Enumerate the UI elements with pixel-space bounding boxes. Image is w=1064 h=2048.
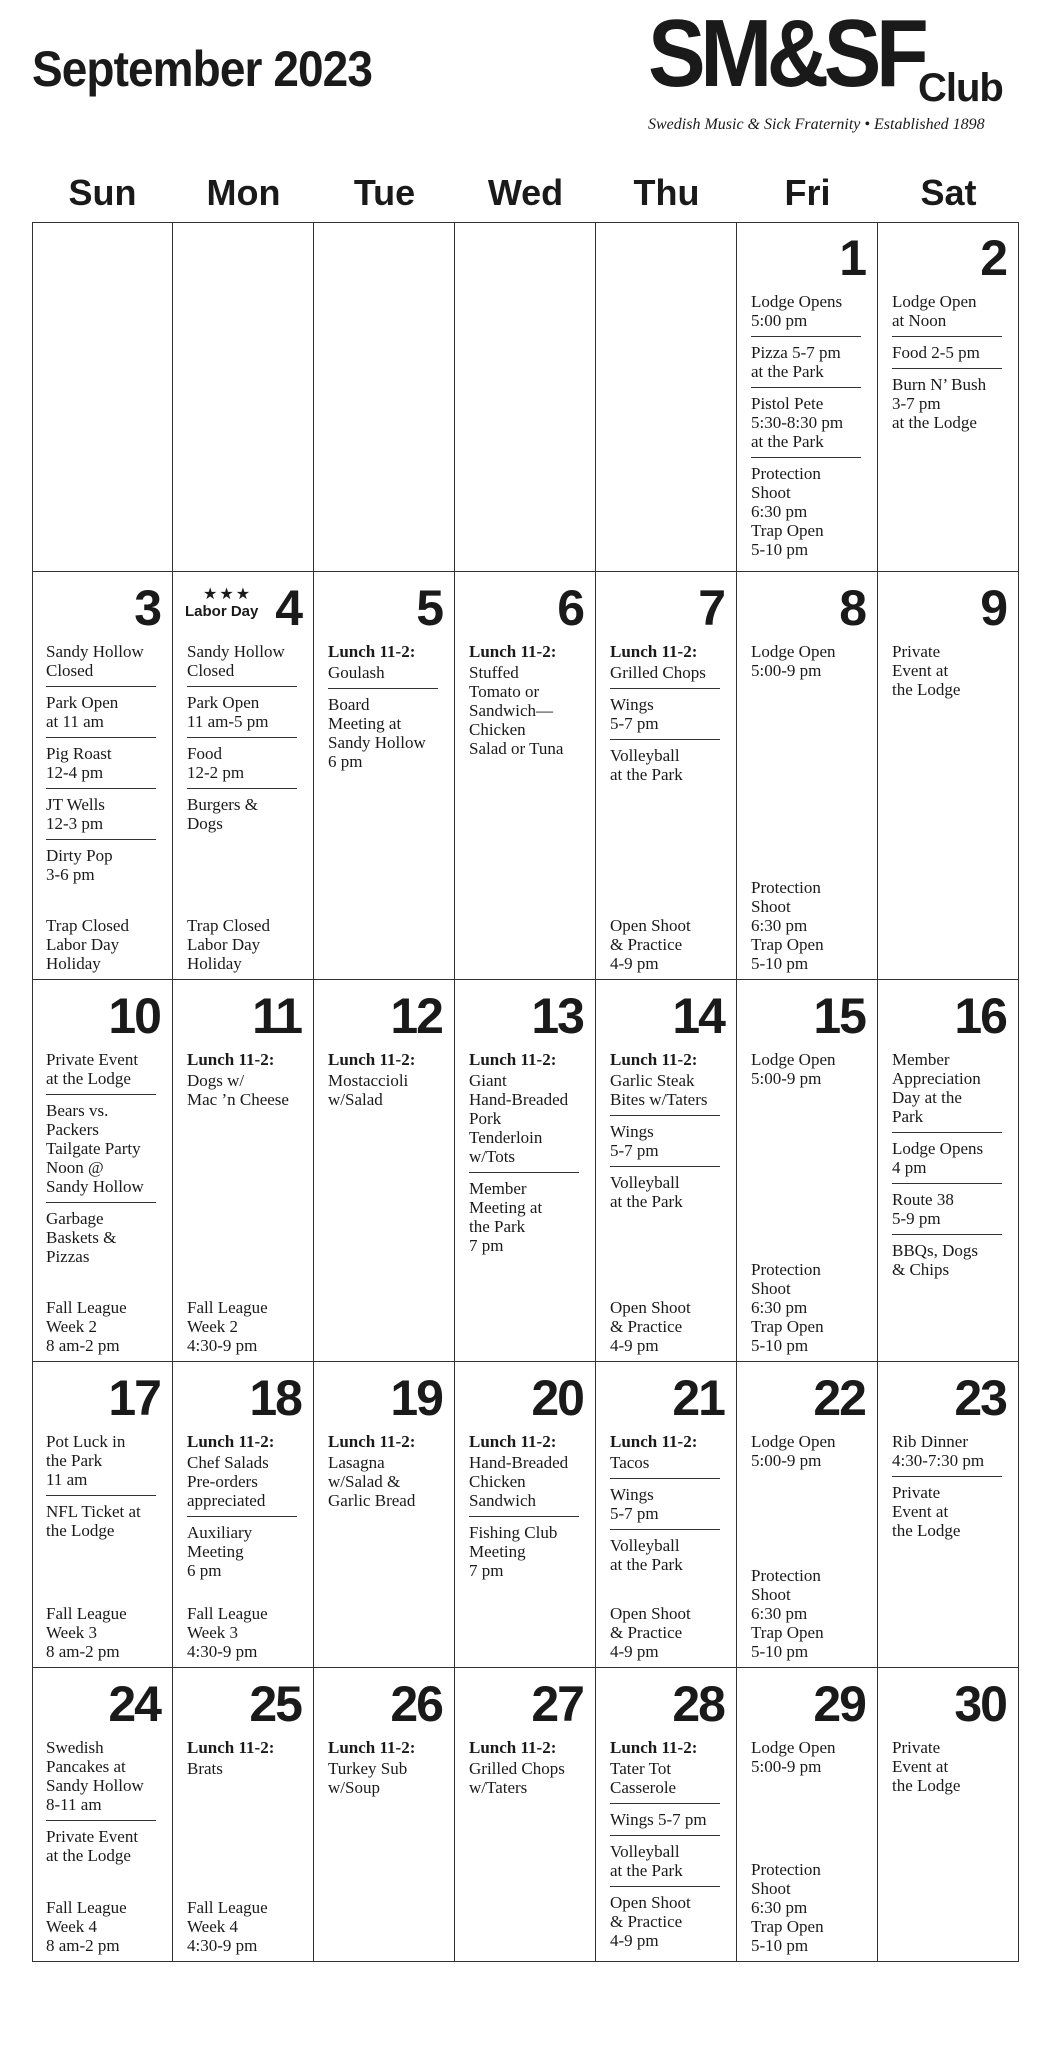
day-number: 23 [954, 1370, 1006, 1426]
event-item: Rib Dinner 4:30-7:30 pm [892, 1432, 1008, 1477]
weekday-label-sun: Sun [68, 172, 137, 213]
day-cell[interactable] [455, 1668, 596, 1962]
bottom-event: Fall League Week 3 8 am-2 pm [46, 1604, 127, 1661]
weekday-label-sat: Sat [920, 172, 977, 213]
bottom-event: Open Shoot & Practice 4-9 pm [610, 1604, 691, 1661]
event-item: Lodge Opens 5:00 pm [751, 292, 867, 337]
event-item: Fishing Club Meeting 7 pm [469, 1523, 558, 1580]
event-item: Lodge Open 5:00-9 pm [751, 1738, 836, 1776]
lunch-label: Lunch 11-2: [328, 1050, 416, 1069]
day-number: 9 [980, 580, 1006, 636]
day-cell[interactable] [314, 1668, 455, 1962]
day-cell[interactable] [314, 980, 455, 1362]
event-item: Burgers & Dogs [187, 795, 258, 833]
event-item: BBQs, Dogs & Chips [892, 1241, 978, 1279]
lunch-label: Lunch 11-2: [187, 1432, 275, 1451]
day-number: 25 [249, 1676, 301, 1732]
cell-spacer [469, 758, 585, 973]
day-cell[interactable] [32, 980, 173, 1362]
bottom-event: Fall League Week 2 4:30-9 pm [187, 1298, 268, 1355]
weekday-label-fri: Fri [784, 172, 831, 213]
event-item: Food 2-5 pm [892, 343, 1008, 369]
event-item: Chef Salads Pre-orders appreciated [187, 1453, 303, 1517]
day-number: 11 [252, 988, 301, 1044]
event-item: Private Event at the Lodge [892, 642, 961, 699]
cell-spacer [892, 699, 1008, 973]
event-item: Private Event at the Lodge [892, 1738, 961, 1795]
cell-spacer [751, 680, 867, 872]
day-cell[interactable] [455, 572, 596, 980]
day-cell[interactable] [173, 1362, 314, 1668]
event-item: Member Appreciation Day at the Park [892, 1050, 1008, 1133]
day-cell[interactable] [596, 222, 737, 572]
event-item: Open Shoot & Practice 4-9 pm [610, 1893, 691, 1950]
event-item: JT Wells 12-3 pm [46, 795, 162, 840]
cell-spacer [187, 1778, 303, 1892]
weekday-label-tue: Tue [353, 172, 416, 213]
day-cell[interactable] [32, 1668, 173, 1962]
calendar-grid [32, 222, 1022, 1962]
day-number: 22 [813, 1370, 865, 1426]
day-number: 2 [980, 230, 1006, 286]
cell-spacer [187, 1580, 303, 1598]
cell-spacer [610, 784, 726, 910]
event-item: Private Event at the Lodge [892, 1483, 961, 1540]
bottom-event: Protection Shoot 6:30 pm Trap Open 5-10 pm [751, 1566, 824, 1661]
event-item: Bears vs. Packers Tailgate Party Noon @ Sandy Hollow [46, 1101, 162, 1203]
day-cell[interactable] [596, 1668, 737, 1962]
event-item: Goulash [328, 663, 444, 689]
event-item: Route 38 5-9 pm [892, 1190, 1008, 1235]
logo-club-text: Club [918, 66, 1003, 110]
lunch-label: Lunch 11-2: [328, 642, 416, 661]
event-item: Member Meeting at the Park 7 pm [469, 1179, 543, 1255]
event-item: Wings 5-7 pm [610, 1122, 726, 1167]
cell-spacer [46, 1540, 162, 1598]
event-item: Protection Shoot 6:30 pm Trap Open 5-10 pm [751, 464, 824, 559]
event-item: Auxiliary Meeting 6 pm [187, 1523, 253, 1580]
event-item: Garlic Steak Bites w/Taters [610, 1071, 726, 1116]
bottom-event: Fall League Week 4 8 am-2 pm [46, 1898, 127, 1955]
cell-spacer [187, 833, 303, 910]
cell-spacer [892, 1540, 1008, 1661]
stars-icon: ★★★ [203, 584, 253, 603]
cell-spacer [751, 1776, 867, 1854]
event-item: Stuffed Tomato or Sandwich— Chicken Salad or Tuna [469, 663, 564, 758]
bottom-event: Fall League Week 3 4:30-9 pm [187, 1604, 268, 1661]
event-item: Pig Roast 12-4 pm [46, 744, 162, 789]
lunch-label: Lunch 11-2: [328, 1432, 416, 1451]
event-item: Volleyball at the Park [610, 1536, 683, 1574]
day-cell[interactable] [173, 980, 314, 1362]
day-number: 13 [531, 988, 583, 1044]
event-item: Private Event at the Lodge [46, 1050, 162, 1095]
day-number: 6 [557, 580, 583, 636]
lunch-label: Lunch 11-2: [610, 1432, 698, 1451]
bottom-event: Trap Closed Labor Day Holiday [46, 916, 129, 973]
cell-spacer [328, 1797, 444, 1955]
day-number: 30 [954, 1676, 1006, 1732]
day-number: 29 [813, 1676, 865, 1732]
day-cell[interactable] [737, 222, 878, 572]
day-cell[interactable] [32, 222, 173, 572]
lunch-label: Lunch 11-2: [610, 642, 698, 661]
day-cell[interactable] [878, 1362, 1019, 1668]
event-item: Swedish Pancakes at Sandy Hollow 8-11 am [46, 1738, 162, 1821]
day-cell[interactable] [32, 1362, 173, 1668]
day-cell[interactable] [314, 222, 455, 572]
day-cell[interactable] [314, 572, 455, 980]
cell-spacer [751, 1088, 867, 1254]
day-number: 28 [672, 1676, 724, 1732]
event-item: Lodge Open 5:00-9 pm [751, 1432, 836, 1470]
day-cell[interactable] [596, 572, 737, 980]
event-item: Pizza 5-7 pm at the Park [751, 343, 867, 388]
day-number: 19 [390, 1370, 442, 1426]
day-number: 18 [249, 1370, 301, 1426]
lunch-label: Lunch 11-2: [610, 1738, 698, 1757]
event-item: Hand-Breaded Chicken Sandwich [469, 1453, 585, 1517]
cell-spacer [610, 1574, 726, 1598]
event-item: Sandy Hollow Closed [46, 642, 162, 687]
day-number: 12 [390, 988, 442, 1044]
day-cell[interactable] [455, 222, 596, 572]
event-item: Wings 5-7 pm [610, 1810, 726, 1836]
day-cell[interactable] [737, 1668, 878, 1962]
cell-spacer [751, 559, 867, 565]
bottom-event: Open Shoot & Practice 4-9 pm [610, 916, 691, 973]
cell-spacer [892, 1279, 1008, 1355]
holiday-label: Labor Day [185, 603, 259, 620]
cell-spacer [469, 1797, 585, 1955]
day-cell[interactable] [878, 1668, 1019, 1962]
event-item: Wings 5-7 pm [610, 1485, 726, 1530]
day-number: 7 [698, 580, 724, 636]
event-item: Tater Tot Casserole [610, 1759, 726, 1804]
event-item: Lodge Open at Noon [892, 292, 1008, 337]
cell-spacer [610, 1211, 726, 1292]
event-item: Lodge Opens 4 pm [892, 1139, 1008, 1184]
event-item: Lasagna w/Salad & Garlic Bread [328, 1453, 416, 1510]
lunch-label: Lunch 11-2: [187, 1738, 275, 1757]
event-item: NFL Ticket at the Lodge [46, 1502, 141, 1540]
weekday-label-wed: Wed [487, 172, 564, 213]
day-number: 4 [275, 580, 301, 636]
day-cell[interactable] [455, 1362, 596, 1668]
day-number: 1 [839, 230, 865, 286]
bottom-event: Trap Closed Labor Day Holiday [187, 916, 270, 973]
cell-spacer [328, 1510, 444, 1661]
day-cell[interactable] [173, 572, 314, 980]
day-cell[interactable] [455, 980, 596, 1362]
event-item: Lodge Open 5:00-9 pm [751, 642, 836, 680]
event-item: Turkey Sub w/Soup [328, 1759, 408, 1797]
cell-spacer [892, 432, 1008, 565]
cell-spacer [892, 1795, 1008, 1955]
bottom-event: Protection Shoot 6:30 pm Trap Open 5-10 pm [751, 878, 824, 973]
day-number: 27 [531, 1676, 583, 1732]
event-item: Pot Luck in the Park 11 am [46, 1432, 162, 1496]
event-item: Volleyball at the Park [610, 1173, 683, 1211]
logo-tagline: Swedish Music & Sick Fraternity • Established 1898 [648, 116, 985, 133]
event-item: Brats [187, 1759, 223, 1778]
event-item: Grilled Chops [610, 663, 726, 689]
weekday-label-thu: Thu [633, 172, 700, 213]
event-item: Park Open 11 am-5 pm [187, 693, 303, 738]
lunch-label: Lunch 11-2: [610, 1050, 698, 1069]
day-number: 8 [839, 580, 865, 636]
day-cell[interactable] [596, 980, 737, 1362]
day-cell[interactable] [737, 572, 878, 980]
day-number: 20 [531, 1370, 583, 1426]
page-title: September 2023 [32, 41, 372, 97]
cell-spacer [610, 1950, 726, 1955]
day-cell[interactable] [314, 1362, 455, 1668]
event-item: Board Meeting at Sandy Hollow 6 pm [328, 695, 426, 771]
cell-spacer [469, 1580, 585, 1661]
lunch-label: Lunch 11-2: [469, 1432, 557, 1451]
logo-main-text: SM&SF [648, 0, 924, 107]
day-number: 5 [416, 580, 442, 636]
cell-spacer [328, 1109, 444, 1355]
day-cell[interactable] [173, 1668, 314, 1962]
cell-spacer [46, 884, 162, 910]
day-number: 24 [108, 1676, 160, 1732]
day-number: 15 [813, 988, 865, 1044]
day-cell[interactable] [737, 980, 878, 1362]
day-number: 3 [134, 580, 160, 636]
day-cell[interactable] [32, 572, 173, 980]
cell-spacer [328, 771, 444, 973]
event-item: Grilled Chops w/Taters [469, 1759, 565, 1797]
day-cell[interactable] [878, 222, 1019, 572]
bottom-event: Protection Shoot 6:30 pm Trap Open 5-10 pm [751, 1260, 824, 1355]
event-item: Wings 5-7 pm [610, 695, 726, 740]
event-item: Giant Hand-Breaded Pork Tenderloin w/Tots [469, 1071, 585, 1173]
day-cell[interactable] [878, 572, 1019, 980]
event-item: Food 12-2 pm [187, 744, 303, 789]
day-cell[interactable] [596, 1362, 737, 1668]
cell-spacer [46, 1266, 162, 1292]
event-item: Volleyball at the Park [610, 746, 683, 784]
event-item: Mostaccioli w/Salad [328, 1071, 409, 1109]
event-item: Dogs w/ Mac ’n Cheese [187, 1071, 289, 1109]
cell-spacer [46, 1865, 162, 1892]
event-item: Lodge Open 5:00-9 pm [751, 1050, 836, 1088]
club-logo [648, 0, 1008, 140]
day-number: 16 [954, 988, 1006, 1044]
event-item: Private Event at the Lodge [46, 1827, 139, 1865]
lunch-label: Lunch 11-2: [187, 1050, 275, 1069]
day-number: 14 [672, 988, 724, 1044]
lunch-label: Lunch 11-2: [328, 1738, 416, 1757]
bottom-event: Fall League Week 2 8 am-2 pm [46, 1298, 127, 1355]
bottom-event: Open Shoot & Practice 4-9 pm [610, 1298, 691, 1355]
event-item: Volleyball at the Park [610, 1842, 726, 1887]
cell-spacer [751, 1470, 867, 1560]
day-cell[interactable] [737, 1362, 878, 1668]
weekday-label-mon: Mon [206, 172, 281, 213]
day-cell[interactable] [878, 980, 1019, 1362]
lunch-label: Lunch 11-2: [469, 642, 557, 661]
event-item: Burn N’ Bush 3-7 pm at the Lodge [892, 375, 987, 432]
event-item: Garbage Baskets & Pizzas [46, 1209, 117, 1266]
day-number: 26 [390, 1676, 442, 1732]
day-cell[interactable] [173, 222, 314, 572]
event-item: Pistol Pete 5:30-8:30 pm at the Park [751, 394, 867, 458]
cell-spacer [469, 1255, 585, 1355]
lunch-label: Lunch 11-2: [469, 1050, 557, 1069]
event-item: Park Open at 11 am [46, 693, 162, 738]
bottom-event: Protection Shoot 6:30 pm Trap Open 5-10 pm [751, 1860, 824, 1955]
event-item: Sandy Hollow Closed [187, 642, 303, 687]
lunch-label: Lunch 11-2: [469, 1738, 557, 1757]
day-number: 21 [672, 1370, 724, 1426]
cell-spacer [187, 1109, 303, 1292]
day-number: 10 [108, 988, 160, 1044]
bottom-event: Fall League Week 4 4:30-9 pm [187, 1898, 268, 1955]
event-item: Dirty Pop 3-6 pm [46, 846, 113, 884]
event-item: Tacos [610, 1453, 726, 1479]
day-number: 17 [108, 1370, 160, 1426]
